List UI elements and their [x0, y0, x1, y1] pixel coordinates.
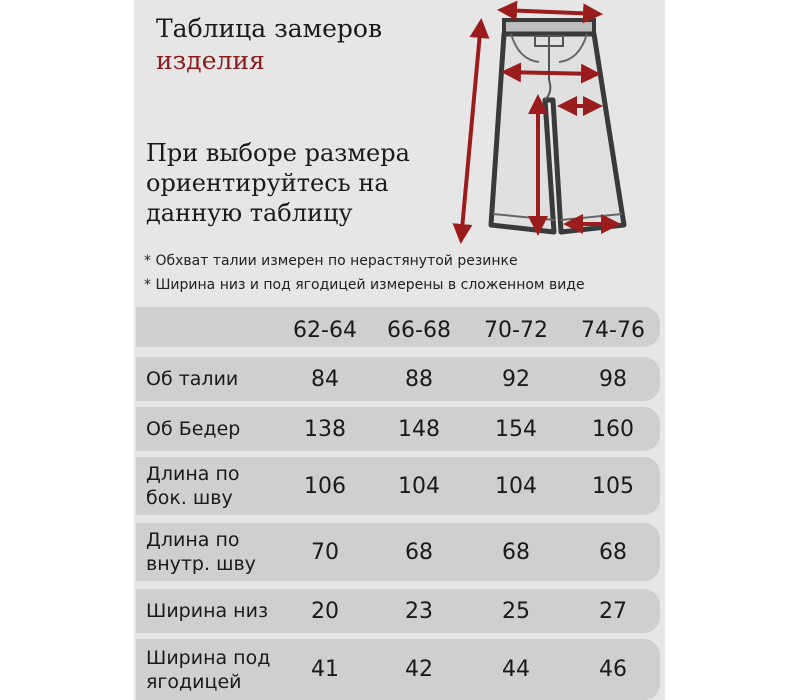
size-header: 74-76: [581, 317, 645, 343]
intro-text: [146, 138, 446, 228]
row-label-hem-width: Ширина низ: [146, 600, 269, 622]
note-waist: * Обхват талии измерен по нерастянутой резинке: [144, 253, 518, 269]
hip-arrow: [505, 72, 597, 74]
table-cell: 84: [311, 366, 339, 392]
table-cell: 44: [502, 657, 530, 682]
table-cell: 138: [304, 416, 346, 442]
row-label-waist: Об талии: [146, 368, 239, 390]
table-cell: 98: [599, 366, 627, 392]
intro-line: данную таблицу: [146, 199, 353, 227]
table-cell: 154: [495, 416, 537, 442]
chart-title: Таблица замеров: [156, 14, 383, 43]
size-header: 66-68: [387, 317, 451, 343]
intro-line: ориентируйтесь на: [146, 169, 389, 197]
table-cell: 148: [398, 416, 440, 442]
size-header: 62-64: [293, 317, 357, 343]
table-cell: 68: [405, 539, 433, 565]
table-cell: 88: [405, 366, 433, 392]
table-cell: 27: [599, 598, 627, 624]
trouser-outline: [491, 34, 624, 232]
intro-line: При выборе размера: [146, 139, 410, 167]
trousers-measurement-icon: [449, 0, 649, 260]
table-cell: 104: [495, 473, 537, 499]
row-label-thigh-width: Ширина под ягодицей: [146, 646, 271, 693]
chart-subtitle: изделия: [156, 46, 265, 75]
table-cell: 20: [311, 598, 339, 624]
side-length-arrow: [461, 22, 481, 240]
table-cell: 42: [405, 657, 433, 682]
table-cell: 106: [304, 473, 346, 499]
waist-arrow: [501, 10, 599, 14]
table-cell: 25: [502, 598, 530, 624]
note-width: * Ширина низ и под ягодицей измерены в сложенном виде: [144, 277, 585, 293]
table-cell: 92: [502, 366, 530, 392]
table-cell: 160: [592, 416, 634, 442]
table-cell: 105: [592, 473, 634, 499]
row-label-side-length: Длина по бок. шву: [146, 463, 240, 509]
size-chart-card: [134, 0, 665, 700]
table-cell: 68: [599, 539, 627, 565]
table-cell: 104: [398, 473, 440, 499]
table-cell: 46: [599, 657, 627, 682]
table-cell: 68: [502, 539, 530, 565]
row-label-hips: Об Бедер: [146, 418, 241, 440]
table-cell: 70: [311, 539, 339, 565]
table-cell: 41: [311, 657, 339, 682]
size-header: 70-72: [484, 317, 548, 343]
row-label-inseam: Длина по внутр. шву: [146, 529, 256, 575]
table-cell: 23: [405, 598, 433, 624]
